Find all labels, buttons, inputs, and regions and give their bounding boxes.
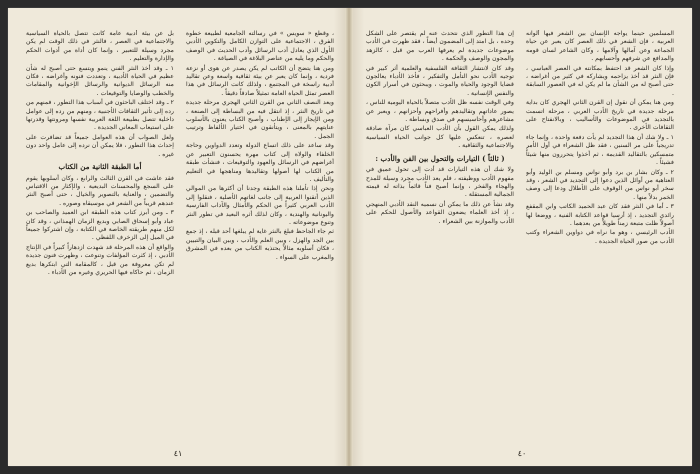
paragraph: ٣ ـ أما في النثر فقد كان عبد الحميد الكاتب وابن المقفع رائدي التجديد ، إذ أرسيا قواعد الكتابة الفنية ، ووضعا لها أصولاً ظلت متبعة زمناً طويلاً من بعدهما . [526, 203, 674, 227]
left-page-col-left [26, 30, 174, 442]
paragraph: وقد نشأ عن ذلك ما يمكن أن نسميه النقد الأدبي المنهجي ، إذ أخذ العلماء يضعون القواعد والأصول للحكم على الأدب والموازنة بين الشعراء . [366, 200, 514, 225]
paragraph: وقد ساعد على ذلك اتساع الدولة وتعدد الدواوين وحاجة الخلفاء والولاة إلى كتاب مهرة يحسنون التعبير عن أغراضهم في الرسائل والعهود والتوقيعات ، فنشأت طبقة من الكتاب لها أصولها وتقاليدها ومناهجها في التعليم والتأليف . [186, 142, 334, 183]
paragraph: بل عن بيئة أدبية عامة كانت تتصل بالحياة السياسية والاجتماعية في العصر ، فالنثر في ذلك الوقت لم يكن مجرد وسيلة للتعبير ، وإنما كان أداة من أدوات الحكم والإدارة والتعليم . [26, 30, 174, 63]
section-heading: أما الطبقة الثانية من الكتاب [58, 162, 142, 172]
paragraph: المسلمين حينما يواجه الإنسان بين الشعر فيها ألوانه العربية ، فإن الشعر في ذلك العصر كان يعبر عن حياة الجماعة وعن آمالها وآلامها ، وكان الشاعر لسان قومه والمدافع عن شرفهم وأحسابهم . [526, 30, 674, 63]
paragraph: ٢ ـ وكان بشار بن برد وأبو نواس ومسلم بن الوليد وأبو العتاهية من أوائل الذين دعوا إلى التجديد في الشعر ، وقد سخر أبو نواس من الوقوف على الأطلال ودعا إلى وصف الخمر بدلاً منها . [526, 168, 674, 201]
paragraph: إن هذا التطور الذي نتحدث عنه لم يقتصر على الشكل وحده ، بل امتد إلى المضمون أيضاً ، فقد ظهرت في الأدب موضوعات جديدة لم يعرفها العرب من قبل ، كالزهد والمجون والوصف والحكمة . [366, 30, 514, 63]
paragraph: ، وقطع « سويس » في رسالته الجامعية لطبيعة خطوة الفرق ، الاجتماعية على التوازن الكامل والتكوين الأدبي الأول الذي يعادل أدب الرسائل وأدب الحديث في الوصف والحكم وما يليه من عناصر البلاغة في الصياغة . [186, 30, 334, 63]
paragraph: ولا شك أن هذه التيارات قد أدت إلى تحول عميق في مفهوم الأدب ووظيفته ، فلم يعد الأدب مجرد وسيلة للمدح والهجاء والفخر ، وإنما أصبح فناً قائماً بذاته له قيمته الجمالية المستقلة . [366, 166, 514, 199]
left-page [8, 8, 349, 466]
left-page-columns [26, 30, 334, 442]
left-page-col-right [186, 30, 334, 442]
book-gutter [345, 8, 353, 466]
paragraph: الأدب الرئيسي ، وهو ما نراه في دواوين الشعراء وكتب الأدب من صور الحياة الجديدة . [526, 229, 674, 245]
paragraph: وقد كان لانتشار الثقافة الفلسفية والعلمية أثر كبير في توجيه الأدب نحو التأمل والتفكير ، فأخذ الأدباء يعالجون قضايا الوجود والحياة والموت ، ويبحثون في أسرار الكون والنفس الإنسانية . [366, 64, 514, 97]
paragraph: ثم جاء الجاحظ فبلغ بالنثر غاية لم يبلغها أحد قبله ، إذ جمع بين الجد والهزل ، وبين العلم والأدب ، وبين البيان والتبيين ، فكان أسلوبه مثالاً يحتذيه الكتاب من بعده في المشرق والمغرب على السواء . [186, 228, 334, 261]
paragraph: ١ ـ وقد أخذ النثر الفني ينمو ويتسع حتى أصبح له شأن عظيم في الحياة الأدبية ، وتعددت فنونه وأغراضه ، فكان منه الرسائل الديوانية والرسائل الإخوانية والمقامات والخطب والوصايا والتوقيعات . [26, 64, 174, 97]
page-number: ٤٠ [517, 449, 527, 458]
paragraph: وإذا كان الشعر قد احتفظ بمكانته في العصر العباسي ، فإن النثر قد أخذ يزاحمه ويشاركه في كثير من أغراضه ، حتى أصبح له من الشأن ما لم يكن له في العصور السابقة . [526, 64, 674, 97]
paragraph: فقد عاشت في القرن الثالث والرابع ، وكان أسلوبها يقوم على السجع والمحسنات البديعية ، والإكثار من الاقتباس والتضمين ، والعناية بالتصوير والخيال ، حتى أصبح النثر عندهم قريباً من الشعر في موسيقاه وصوره . [26, 174, 174, 207]
paragraph: ويعد النصف الثاني من القرن الثاني الهجري مرحلة جديدة في تاريخ النثر ، إذ انتقل فيه من البساطة إلى الصنعة ، ومن الإيجاز إلى الإطناب ، وأصبح الكتاب يعنون بالأسلوب عنايتهم بالمعنى ، ويتأنقون في اختيار الألفاظ وترتيب الجمل . [186, 99, 334, 140]
paragraph: ولذلك يمكن القول بأن الأدب العباسي كان مرآة صادقة لعصره ، تنعكس عليها كل جوانب الحياة السياسية والاجتماعية والثقافية . [366, 125, 514, 150]
right-page-col-right [526, 30, 674, 442]
paragraph: والواقع أن هذه المرحلة قد شهدت ازدهاراً كبيراً في الإنتاج الأدبي ، إذ كثرت المؤلفات وتنوعت ، وظهرت فنون جديدة لم تكن معروفة من قبل ، كالمقامة التي ابتكرها بديع الزمان ، ثم حاكاه فيها الحريري وغيره من الأدباء . [26, 243, 174, 276]
paragraph: ونحن إذا تأملنا هذه الطبقة وجدنا أن أكثرها من الموالي الذين أتقنوا العربية إلى جانب لغاتهم الأصلية ، فنقلوا إلى الأدب العربي كثيراً من الحكم والأمثال والآداب الفارسية واليونانية والهندية ، وكان لذلك أثره البعيد في تطور النثر وتنوع موضوعاته . [186, 185, 334, 226]
page-number: ٤١ [173, 449, 183, 458]
paragraph: ١ ـ ولا شك أن هذا التجديد لم يأت دفعة واحدة ، وإنما جاء تدريجياً على مر السنين ، فقد ظل الشعراء في أول الأمر متمسكين بالتقاليد القديمة ، ثم أخذوا يتحررون منها شيئاً فشيئاً . [526, 133, 674, 167]
paragraph: ومن هنا يتضح أن الكاتب لم يكن يصدر عن هوى أو نزعة فردية ، وإنما كان يعبر عن بيئة ثقافية واسعة وعن تقاليد أدبية راسخة في المجتمع ، ولذلك كانت الرسائل في هذا العصر تمثل الحياة العامة تمثيلاً صادقاً دقيقاً . [186, 64, 334, 97]
right-page-col-left [366, 30, 514, 442]
paragraph: ٢ ـ وقد اختلف الباحثون في أسباب هذا التطور ، فمنهم من رده إلى تأثير الثقافات الأجنبية ، ومنهم من رده إلى عوامل داخلية تتصل بطبيعة اللغة العربية نفسها ومرونتها وقدرتها على استيعاب المعاني الجديدة . [26, 99, 174, 132]
paragraph: ولعل الصواب أن هذه العوامل جميعاً قد تضافرت على إحداث هذا التطور ، فلا يمكن أن نرده إلى عامل واحد دون غيره . [26, 133, 174, 158]
paragraph: وفي الوقت نفسه ظل الأدب متصلاً بالحياة اليومية للناس ، يصور عاداتهم وتقاليدهم وأفراحهم وأحزانهم ، ويعبر عن مشاعرهم وأحاسيسهم في صدق وبساطة . [366, 99, 514, 124]
right-page [350, 8, 692, 466]
paragraph: ٣ ـ ومن أبرز كتاب هذه الطبقة ابن العميد والصاحب بن عباد وأبو إسحاق الصابي وبديع الزمان الهمذاني ، وقد كان لكل منهم طريقته الخاصة في الكتابة ، وإن اشتركوا جميعاً في الميل إلى الزخرف اللفظي . [26, 209, 174, 242]
right-page-columns [366, 30, 674, 442]
section-heading: ( ثالثاً ) التيارات والتحول بين الفن والأدب : [375, 153, 505, 163]
paragraph: ومن هنا يمكن أن نقول إن القرن الثاني الهجري كان بداية مرحلة جديدة في تاريخ الأدب العربي ، مرحلة اتسمت بالتجديد في الموضوعات والأساليب ، وبالانفتاح على الثقافات الأخرى . [526, 99, 674, 132]
book-spread [8, 8, 692, 466]
